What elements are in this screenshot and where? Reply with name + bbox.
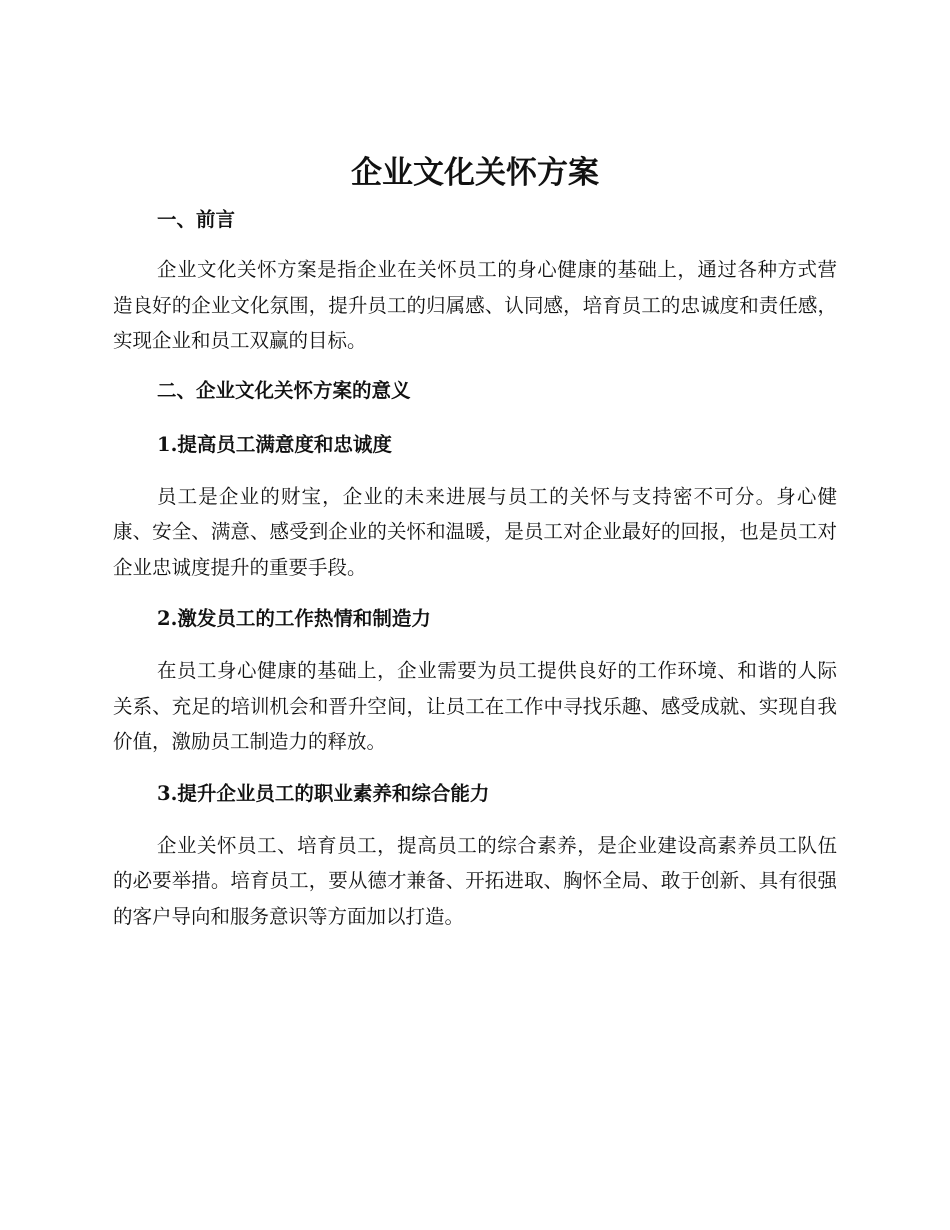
document-title: 企业文化关怀方案	[351, 155, 599, 191]
paragraph-1: 员工是企业的财宝，企业的未来进展与员工的关怀与支持密不可分。身心健康、安全、满意、感受到企业的关怀和温暖，是员工对企业最好的回报，也是员工对企业忠诚度提升的重要手段。	[113, 484, 837, 579]
paragraph-3: 企业关怀员工、培育员工，提高员工的综合素养，是企业建设高素养员工队伍的必要举措。培育员工，要从德才兼备、开拓进取、胸怀全局、敢于创新、具有很强的客户导向和服务意识等方面加以打造。	[113, 833, 837, 928]
paragraph-preface: 企业文化关怀方案是指企业在关怀员工的身心健康的基础上，通过各种方式营造良好的企业文化氛围，提升员工的归属感、认同感，培育员工的忠诚度和责任感，实现企业和员工双赢的目标。	[113, 258, 837, 352]
subheading-2: 2.激发员工的工作热情和制造力	[157, 607, 431, 630]
subheading-1: 1.提高员工满意度和忠诚度	[157, 432, 392, 456]
section-heading-preface: 一、前言	[157, 208, 236, 231]
section-heading-significance: 二、企业文化关怀方案的意义	[157, 378, 411, 402]
paragraph-2: 在员工身心健康的基础上，企业需要为员工提供良好的工作环境、和谐的人际关系、充足的培训机会和晋升空间，让员工在工作中寻找乐趣、感受成就、实现自我价值，激励员工制造力的释放。	[113, 659, 837, 753]
document-body	[113, 148, 837, 934]
subheading-3: 3.提升企业员工的职业素养和综合能力	[157, 781, 490, 805]
